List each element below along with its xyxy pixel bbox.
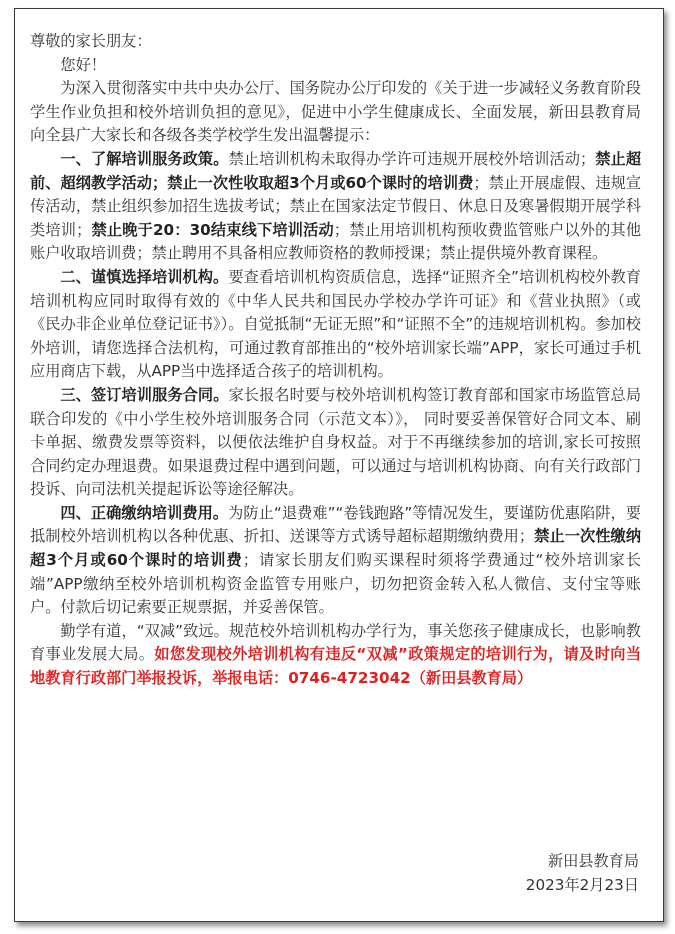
section-1-text-2: ；禁止开展虚假、违规宣传活动，禁止组织参加招生选拔考试；禁止在国家法定节假日、休息日及寒暑假期开展学科类培训； [30,173,642,239]
section-3-paragraph [30,384,641,502]
section-4-text-1: 为防止“退费难”“卷钱跑路”等情况发生，要谨防优惠陷阱，要抵制校外培训机构以各种优惠、折扣、送课等方式诱导超标超期缴纳费用； [30,503,641,546]
letter-body [30,30,641,691]
section-2-text: 要查看培训机构资质信息，选择“证照齐全”培训机构校外教育培训机构应同时取得有效的《中华人民共和国民办学校办学许可证》和《营业执照》（或《民办非企业单位登记证书》）。自觉抵制“无证无照”和“证照不全”的违规培训机构。参加校外培训，请您选择合法机构，可通过教育部推出的“校外培训家长端”APP，家长可通过手机应用商店下载，从APP当中选择适合孩子的培训机构。 [30,267,641,381]
section-2-paragraph [30,266,641,384]
intro-paragraph: 为深入贯彻落实中共中央办公厅、国务院办公厅印发的《关于进一步减轻义务教育阶段学生作业负担和校外培训负担的意见》，促进中小学生健康成长、全面发展，新田县教育局向全县广大家长和各级各类学校学生发出温馨提示： [30,79,641,145]
greeting: 您好！ [60,55,106,74]
signature-block [526,850,639,897]
closing-paragraph [30,620,641,691]
signature-date: 2023年2月23日 [525,875,639,894]
section-1-bold-2: 禁止晚于20：30结束线下培训活动 [91,220,334,239]
section-1-paragraph [30,148,641,266]
section-3-text: 家长报名时要与校外培训机构签订教育部和国家市场监管总局联合印发的《中小学生校外培训服务合同（示范文本）》， 同时要妥善保管好合同文本、刷卡单据、缴费发票等资料，以便依法维护自身权益。对于不再继续参加的培训,家长可按照合同约定办理退费。如果退费过程中遇到问题，可以通过与培训机构协商、向有关行政部门投诉、向司法机关提起诉讼等途径解决。 [30,385,642,499]
section-2-heading: 二、谨慎选择培训机构。 [60,267,229,286]
signature-org: 新田县教育局 [547,852,639,870]
salutation: 尊敬的家长朋友： [30,32,152,50]
section-4-bold: 禁止一次性缴纳超3个月或60个课时的培训费 [30,527,642,570]
section-4-heading: 四、正确缴纳培训费用。 [60,503,229,522]
section-1-bold-1: 禁止超前、超纲教学活动；禁止一次性收取超3个月或60个课时的培训费 [30,149,642,192]
section-3-heading: 三、签订培训服务合同。 [60,385,229,404]
report-notice: 如您发现校外培训机构有违反“双减”政策规定的培训行为，请及时向当地教育行政部门举报投诉，举报电话：0746-4723042（新田县教育局） [30,645,642,688]
section-1-text-1: 禁止培训机构未取得办学许可违规开展校外培训活动； [228,149,596,168]
section-4-paragraph [30,502,641,620]
closing-text: 勤学有道，“双减”致远。规范校外培训机构办学行为，事关您孩子健康成长，也影响教育事业发展大局。 [30,621,641,664]
section-4-text-2: ；请家长朋友们购买课程时须将学费通过“校外培训家长端”APP缴纳至校外培训机构资金监管专用账户，切勿把资金转入私人微信、支付宝等账户。付款后切记索要正规票据，并妥善保管。 [30,551,642,617]
section-1-heading: 一、了解培训服务政策。 [60,149,229,168]
section-1-text-3: ；禁止用培训机构预收费监管账户以外的其他账户收取培训费；禁止聘用不具备相应教师资格的教师授课；禁止提供境外教育课程。 [30,220,642,263]
